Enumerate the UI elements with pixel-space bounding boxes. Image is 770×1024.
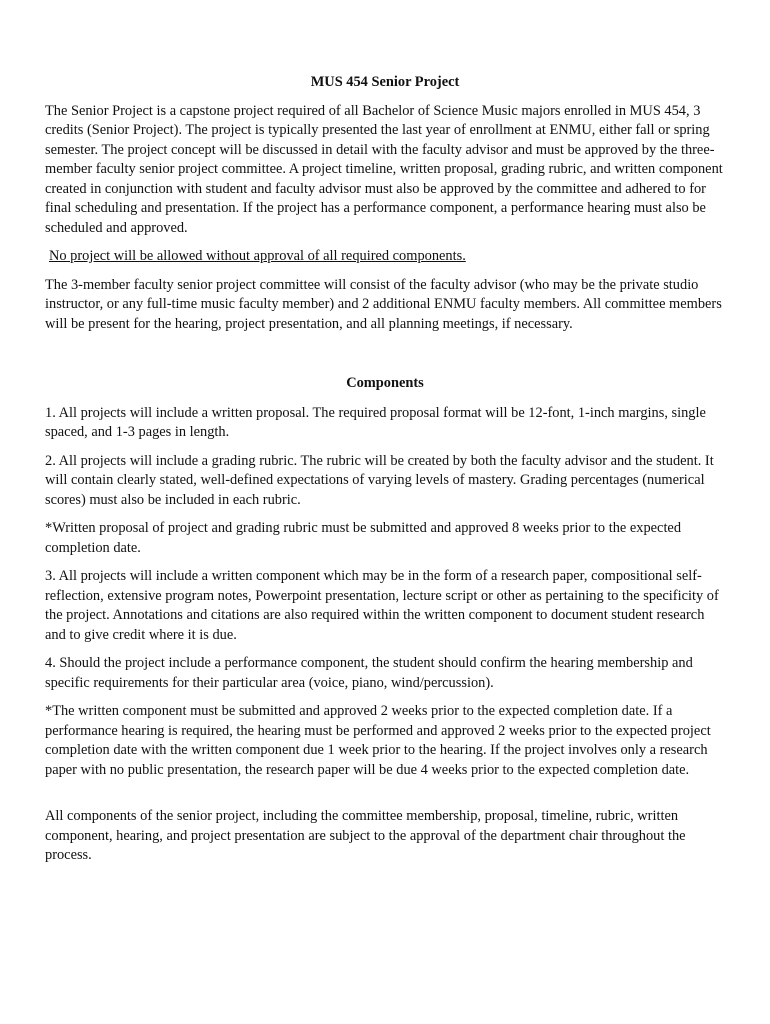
committee-paragraph: The 3-member faculty senior project committee will consist of the faculty advisor (who may be the private studio instructor, or any full-time music faculty member) and 2 additional ENMU faculty members. All committee members will be present for the hearing, project presentation, and all planning meetings, if necessary. [45, 276, 722, 332]
component-item-1: 1. All projects will include a written proposal. The required proposal format will be 12-font, 1-inch margins, single spaced, and 1-3 pages in length. [45, 404, 706, 440]
section-spacer [45, 343, 725, 374]
intro-paragraph: The Senior Project is a capstone project required of all Bachelor of Science Music majors enrolled in MUS 454, 3 credits (Senior Project). The project is typically presented the last year of enrollment at ENMU, either fall or spring semester. The project concept will be discussed in detail with the faculty advisor and must be approved by the three-member faculty senior project committee. A project timeline, written proposal, grading rubric, and written component created in conjunction with student and faculty advisor must also be approved by the committee and adhered to for final scheduling and presentation. If the project has a performance component, a performance hearing must also be scheduled and approved. [45, 102, 723, 236]
component-item-4: 4. Should the project include a performance component, the student should confirm the hearing membership and specific requirements for their particular area (voice, piano, wind/percussion). [45, 655, 693, 691]
component-item-3: 3. All projects will include a written component which may be in the form of a research paper, compositional self-reflection, extensive program notes, Powerpoint presentation, lecture script or other as pertaining to the specificity of the project. Annotations and citations are also required within the written component to document student research and to give credit where it is due. [45, 568, 719, 643]
components-heading: Components [346, 375, 424, 391]
document-body [45, 73, 725, 875]
page-title: MUS 454 Senior Project [310, 74, 460, 90]
closing-spacer [45, 789, 725, 807]
approval-notice: No project will be allowed without approval of all required components. [49, 248, 466, 264]
component-item-2: 2. All projects will include a grading rubric. The rubric will be created by both the faculty advisor and the student. It will contain clearly stated, well-defined expectations of varying levels of mastery. Grading percentages (numerical scores) must also be included in each rubric. [45, 452, 714, 508]
proposal-deadline-note: *Written proposal of project and grading rubric must be submitted and approved 8 weeks prior to the expected completion date. [45, 520, 682, 556]
written-component-deadline-note: *The written component must be submitted and approved 2 weeks prior to the expected completion date. If a performance hearing is required, the hearing must be performed and approved 2 weeks prior to the expected project completion date with the written component due 1 week prior to the hearing. If the project involves only a research paper with no public presentation, the research paper will be due 4 weeks prior to the expected completion date. [45, 703, 711, 778]
closing-paragraph: All components of the senior project, including the committee membership, proposal, timeline, rubric, written component, hearing, and project presentation are subject to the approval of the department chair throughout the process. [45, 808, 686, 863]
